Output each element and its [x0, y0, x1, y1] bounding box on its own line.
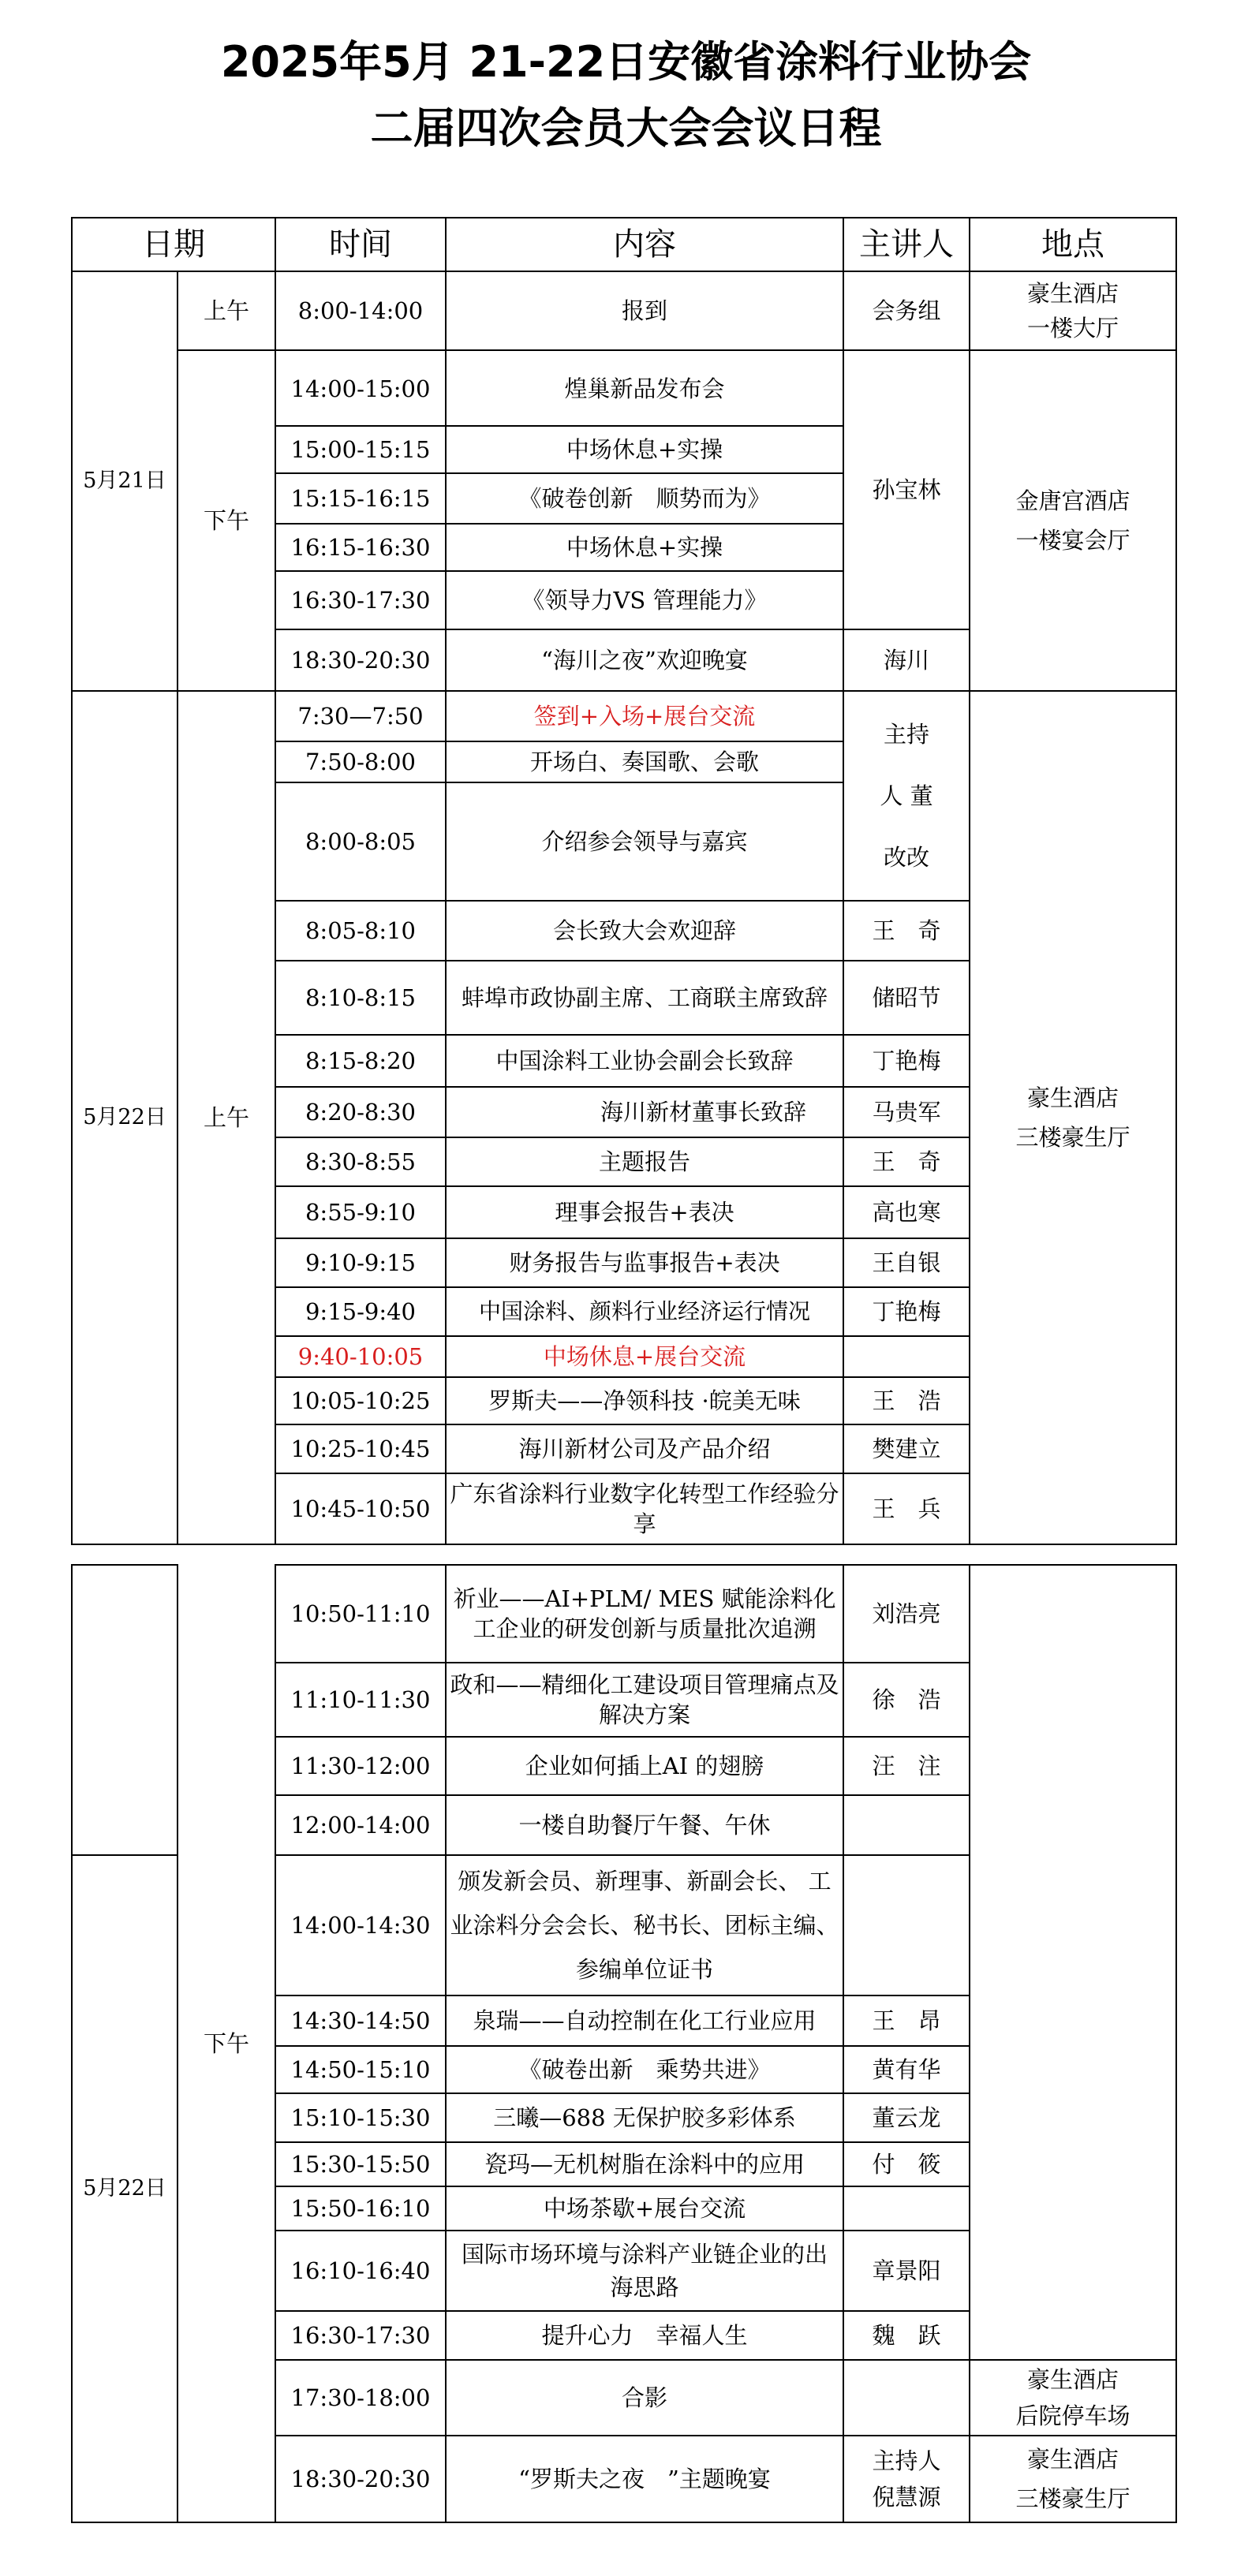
speaker-cell — [843, 2186, 970, 2231]
speaker-cell — [843, 1855, 970, 1995]
speaker-cell: 王 奇 — [843, 1137, 970, 1186]
time-cell: 16:30-17:30 — [275, 2311, 446, 2360]
speaker-cell — [843, 2360, 970, 2436]
content-cell: 报到 — [446, 271, 843, 350]
speaker-cell: 汪 注 — [843, 1737, 970, 1795]
time-cell: 8:05-8:10 — [275, 901, 446, 961]
speaker-cell: 魏 跃 — [843, 2311, 970, 2360]
speaker-cell: 孙宝林 — [843, 350, 970, 629]
time-cell: 8:30-8:55 — [275, 1137, 446, 1186]
content-cell: 中国涂料工业协会副会长致辞 — [446, 1035, 843, 1087]
table-row — [72, 1565, 1176, 1663]
time-cell: 8:15-8:20 — [275, 1035, 446, 1087]
host-cell: 主持 人 董 改改 — [843, 691, 970, 901]
content-cell: 中国涂料、颜料行业经济运行情况 — [446, 1287, 843, 1336]
speaker-cell: 高也寒 — [843, 1186, 970, 1238]
time-cell: 12:00-14:00 — [275, 1795, 446, 1855]
time-cell: 16:15-16:30 — [275, 524, 446, 571]
header-speaker: 主讲人 — [843, 218, 970, 271]
time-cell: 8:00-8:05 — [275, 782, 446, 901]
date-cell-day2-pm: 5月22日 — [72, 1855, 178, 2522]
time-cell: 10:05-10:25 — [275, 1377, 446, 1424]
content-cell: 提升心力 幸福人生 — [446, 2311, 843, 2360]
content-cell: 中场休息+实操 — [446, 524, 843, 571]
time-cell: 11:10-11:30 — [275, 1663, 446, 1737]
table-row — [72, 271, 1176, 350]
content-cell: 三曦—688 无保护胶多彩体系 — [446, 2093, 843, 2142]
content-cell: 海川新材公司及产品介绍 — [446, 1424, 843, 1473]
time-cell: 17:30-18:00 — [275, 2360, 446, 2436]
session-afternoon-day2: 下午 — [178, 1565, 275, 2522]
content-cell: 企业如何插上AI 的翅膀 — [446, 1737, 843, 1795]
speaker-cell: 储昭节 — [843, 961, 970, 1035]
table-header-row — [72, 218, 1176, 271]
session-morning-day1: 上午 — [178, 271, 275, 350]
date-cell-day1: 5月21日 — [72, 271, 178, 691]
content-cell: 介绍参会领导与嘉宾 — [446, 782, 843, 901]
speaker-cell: 王自银 — [843, 1238, 970, 1287]
time-cell: 8:10-8:15 — [275, 961, 446, 1035]
content-cell: 广东省涂料行业数字化转型工作经验分享 — [446, 1473, 843, 1544]
content-cell: 煌巢新品发布会 — [446, 352, 843, 426]
content-cell: 理事会报告+表决 — [446, 1186, 843, 1238]
content-cell: 财务报告与监事报告+表决 — [446, 1238, 843, 1287]
content-cell: 合影 — [446, 2360, 843, 2436]
content-cell: 中场休息+实操 — [446, 426, 843, 473]
content-cell: 罗斯夫——净领科技 ·皖美无味 — [446, 1377, 843, 1424]
venue-cell: 豪生酒店 三楼豪生厅 — [970, 691, 1176, 1544]
schedule-table-part1 — [71, 217, 1177, 1545]
time-cell: 14:00-14:30 — [275, 1855, 446, 1995]
content-cell: 签到+入场+展台交流 — [446, 691, 843, 741]
speaker-cell: 王 兵 — [843, 1473, 970, 1544]
session-morning-day2: 上午 — [178, 691, 275, 1544]
speaker-cell: 章景阳 — [843, 2231, 970, 2311]
time-cell: 10:25-10:45 — [275, 1424, 446, 1473]
time-cell: 16:30-17:30 — [275, 571, 446, 629]
time-cell: 9:10-9:15 — [275, 1238, 446, 1287]
time-cell: 10:50-11:10 — [275, 1565, 446, 1663]
time-cell: 15:30-15:50 — [275, 2142, 446, 2186]
speaker-cell: 徐 浩 — [843, 1663, 970, 1737]
speaker-cell: 王 昂 — [843, 1995, 970, 2046]
time-cell: 14:30-14:50 — [275, 1995, 446, 2046]
speaker-cell: 主持人 倪慧源 — [843, 2436, 970, 2522]
schedule-table-part2 — [71, 1564, 1177, 2523]
content-cell: 泉瑞——自动控制在化工行业应用 — [446, 1995, 843, 2046]
time-cell: 8:20-8:30 — [275, 1087, 446, 1137]
content-cell: 政和——精细化工建设项目管理痛点及解决方案 — [446, 1663, 843, 1737]
time-cell: 15:50-16:10 — [275, 2186, 446, 2231]
venue-cell: 豪生酒店 后院停车场 — [970, 2360, 1176, 2436]
time-cell: 16:10-16:40 — [275, 2231, 446, 2311]
time-cell: 8:00-14:00 — [275, 271, 446, 350]
speaker-cell: 丁艳梅 — [843, 1287, 970, 1336]
time-cell: 11:30-12:00 — [275, 1737, 446, 1795]
speaker-cell: 王 奇 — [843, 901, 970, 961]
content-cell: 开场白、奏国歌、会歌 — [446, 741, 843, 782]
venue-cell: 金唐宫酒店 一楼宴会厅 — [970, 350, 1176, 691]
time-cell: 8:55-9:10 — [275, 1186, 446, 1238]
time-cell: 15:10-15:30 — [275, 2093, 446, 2142]
header-time: 时间 — [275, 218, 446, 271]
venue-cell-empty — [970, 1565, 1176, 2360]
speaker-cell: 黄有华 — [843, 2046, 970, 2093]
content-cell: 主题报告 — [446, 1137, 843, 1186]
time-cell: 10:45-10:50 — [275, 1473, 446, 1544]
time-cell: 7:30—7:50 — [275, 691, 446, 741]
date-cell-day2-am: 5月22日 — [72, 691, 178, 1544]
content-cell: 会长致大会欢迎辞 — [446, 901, 843, 961]
content-cell: 祈业——AI+PLM/ MES 赋能涂料化工企业的研发创新与质量批次追溯 — [446, 1565, 843, 1663]
content-cell: 国际市场环境与涂料产业链企业的出海思路 — [446, 2231, 843, 2311]
content-cell: 颁发新会员、新理事、新副会长、 工业涂料分会会长、秘书长、团标主编、参编单位证书 — [446, 1855, 843, 1995]
speaker-cell: 付 筱 — [843, 2142, 970, 2186]
time-cell: 14:00-15:00 — [275, 352, 446, 426]
content-cell: 《破卷创新 顺势而为》 — [446, 473, 843, 524]
time-cell: 9:40-10:05 — [275, 1336, 446, 1377]
venue-cell: 豪生酒店 一楼大厅 — [970, 271, 1176, 350]
page-title-line2: 二届四次会员大会会议日程 — [370, 103, 882, 153]
speaker-cell: 樊建立 — [843, 1424, 970, 1473]
content-cell: 蚌埠市政协副主席、工商联主席致辞 — [446, 961, 843, 1035]
content-cell: “罗斯夫之夜 ”主题晚宴 — [446, 2436, 843, 2522]
speaker-cell: 董云龙 — [843, 2093, 970, 2142]
session-afternoon-day1: 下午 — [178, 350, 275, 691]
date-cell-empty — [72, 1565, 178, 1855]
content-cell: 海川新材董事长致辞 — [446, 1087, 843, 1137]
page-title-line1: 2025年5月 21-22日安徽省涂料行业协会 — [220, 37, 1032, 87]
header-date: 日期 — [72, 218, 275, 271]
speaker-cell: 马贵军 — [843, 1087, 970, 1137]
content-cell: 《破卷出新 乘势共进》 — [446, 2046, 843, 2093]
speaker-cell: 王 浩 — [843, 1377, 970, 1424]
content-cell: 瓷玛—无机树脂在涂料中的应用 — [446, 2142, 843, 2186]
content-cell: 中场茶歇+展台交流 — [446, 2186, 843, 2231]
time-cell: 18:30-20:30 — [275, 2436, 446, 2522]
content-cell: 一楼自助餐厅午餐、午休 — [446, 1795, 843, 1855]
speaker-cell: 会务组 — [843, 271, 970, 350]
content-cell: “海川之夜”欢迎晚宴 — [446, 629, 843, 691]
content-cell: 中场休息+展台交流 — [446, 1336, 843, 1377]
table-row — [72, 691, 1176, 741]
header-venue: 地点 — [970, 218, 1176, 271]
time-cell: 7:50-8:00 — [275, 741, 446, 782]
time-cell: 18:30-20:30 — [275, 629, 446, 691]
content-cell: 《领导力VS 管理能力》 — [446, 571, 843, 629]
speaker-cell: 刘浩亮 — [843, 1565, 970, 1663]
speaker-cell — [843, 1336, 970, 1377]
time-cell: 14:50-15:10 — [275, 2046, 446, 2093]
time-cell: 15:00-15:15 — [275, 426, 446, 473]
header-content: 内容 — [446, 218, 843, 271]
time-cell: 9:15-9:40 — [275, 1287, 446, 1336]
speaker-cell: 丁艳梅 — [843, 1035, 970, 1087]
venue-cell: 豪生酒店 三楼豪生厅 — [970, 2436, 1176, 2522]
time-cell: 15:15-16:15 — [275, 473, 446, 524]
speaker-cell — [843, 1795, 970, 1855]
speaker-cell: 海川 — [843, 629, 970, 691]
